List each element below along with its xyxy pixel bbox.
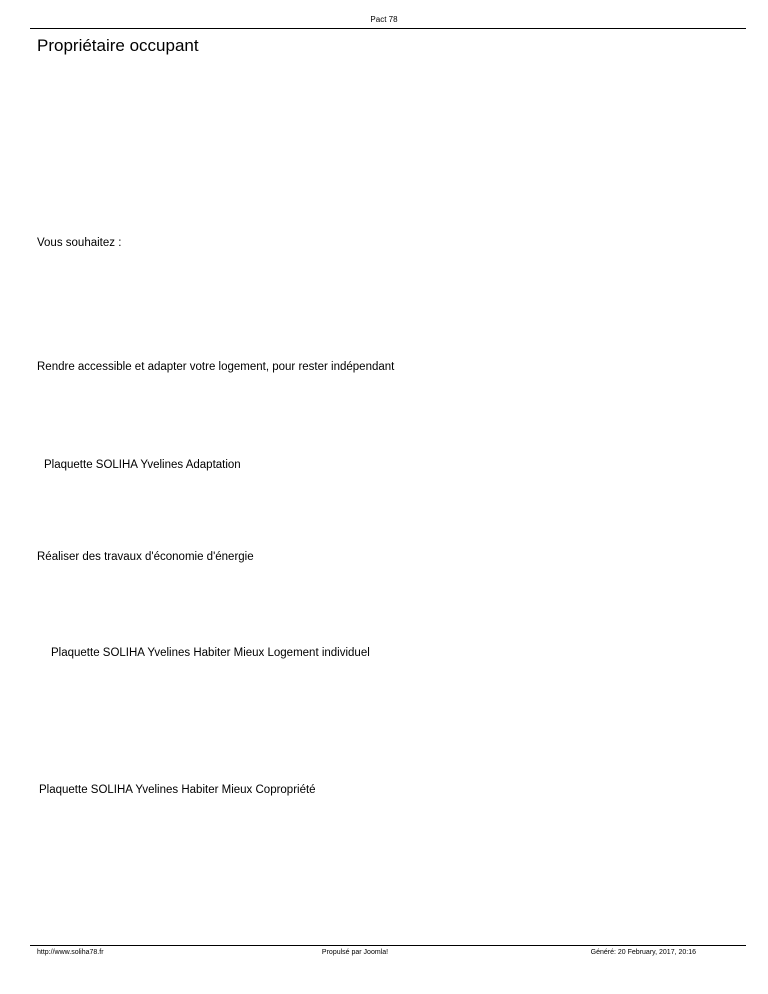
header-divider [30,28,746,29]
section-heading-energy: Réaliser des travaux d'économie d'énergie [37,551,254,563]
footer-powered-by: Propulsé par Joomla! [321,949,389,956]
intro-text: Vous souhaitez : [37,237,122,249]
brochure-link-habiter-mieux-copropriete[interactable]: Plaquette SOLIHA Yvelines Habiter Mieux Copropriété [39,784,316,796]
footer-generated-date: Généré: 20 February, 2017, 20:16 [590,949,696,956]
section-heading-adaptation: Rendre accessible et adapter votre logement, pour rester indépendant [37,361,395,373]
site-name-header: Pact 78 [370,15,398,24]
page-title: Propriétaire occupant [37,36,199,55]
footer-site-url[interactable]: http://www.soliha78.fr [37,949,104,956]
footer-divider [30,945,746,946]
brochure-link-adaptation[interactable]: Plaquette SOLIHA Yvelines Adaptation [44,459,241,471]
brochure-link-habiter-mieux-individuel[interactable]: Plaquette SOLIHA Yvelines Habiter Mieux Logement individuel [51,647,370,659]
